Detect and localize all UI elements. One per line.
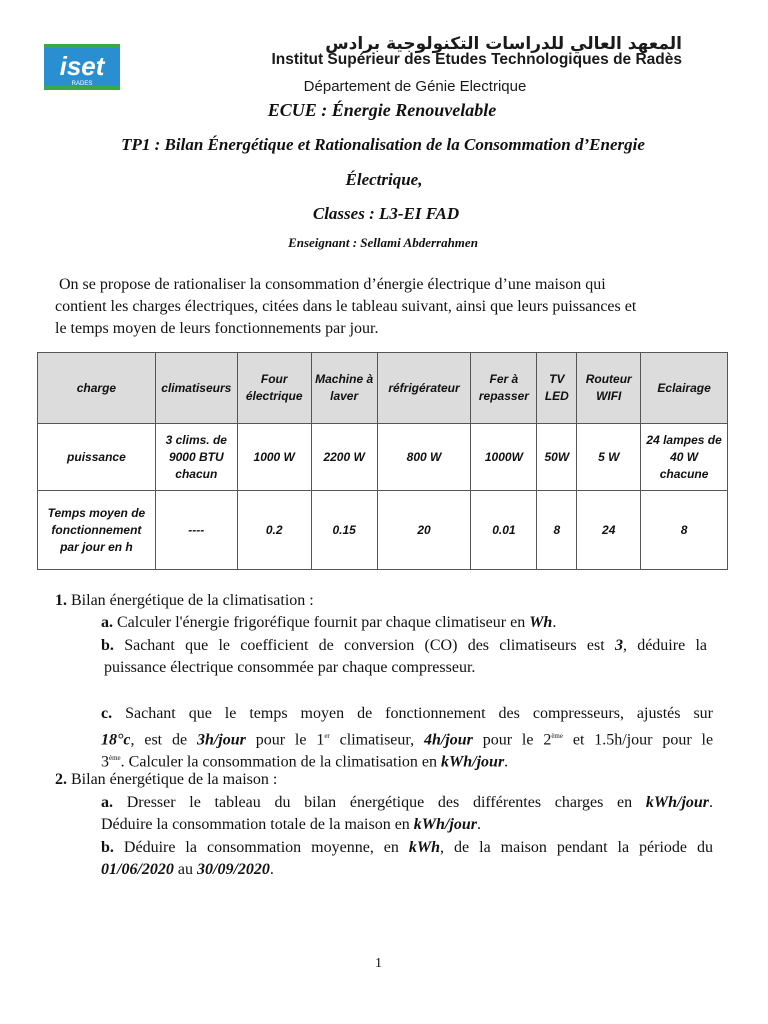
question-1c-line3: 3ème. Calculer la consommation de la climatisation en kWh/jour. — [101, 753, 509, 771]
table-cell: 24 lampes de 40 W chacune — [641, 424, 728, 491]
iset-logo — [44, 44, 120, 90]
question-text: , de la maison pendant la période du — [440, 839, 714, 856]
superscript: er — [324, 732, 330, 740]
question-1b-line1 — [101, 635, 707, 657]
question-number: 1. — [55, 592, 67, 609]
intro-paragraph — [55, 274, 715, 340]
table-cell: 8 — [537, 491, 577, 570]
question-2a-line1: a. Dresser le tableau du bilan énergétique des différentes charges en kWh/jour. — [101, 794, 714, 811]
superscript: ème — [109, 754, 121, 762]
question-text: Dresser le tableau du bilan énergétique des différentes charges en — [126, 794, 633, 811]
table-cell: 5 W — [577, 424, 641, 491]
table-cell: 3 clims. de 9000 BTU chacun — [155, 424, 237, 491]
question-number: 2. — [55, 771, 67, 788]
value-text: 4h/jour — [423, 731, 473, 749]
question-1c-line1 — [101, 703, 713, 725]
question-text: Bilan énergétique de la maison : — [71, 771, 278, 788]
question-text: . Calculer la consommation de la climatisation en — [120, 753, 438, 771]
question-2a-line2: Déduire la consommation totale de la maison en kWh/jour. — [101, 816, 481, 833]
table-cell: Fer à repasser — [471, 353, 537, 424]
value-text: 18°c — [101, 731, 131, 749]
loads-table — [37, 352, 728, 570]
question-label: b. — [101, 839, 114, 856]
question-text: , déduire la — [622, 637, 708, 654]
table-cell: 800 W — [377, 424, 471, 491]
table-cell: 0.2 — [237, 491, 311, 570]
classes-line: Classes : L3-EI FAD — [312, 204, 460, 223]
table-cell: Four électrique — [237, 353, 311, 424]
question-text: , est de — [130, 731, 188, 749]
logo-text: iset — [59, 51, 105, 81]
intro-line: le temps moyen de leurs fonctionnements par jour. — [55, 320, 379, 337]
table-row — [38, 424, 728, 491]
institute-name-arabic: المعهد العالي للدراسات التكنولوجية برادس — [325, 34, 682, 54]
logo-subtext: RADES — [71, 81, 93, 87]
question-label: a. — [101, 614, 113, 631]
table-cell: puissance — [38, 424, 156, 491]
question-text: et 1.5h/jour pour le — [572, 731, 714, 749]
table-cell: 1000 W — [237, 424, 311, 491]
table-cell: ---- — [155, 491, 237, 570]
intro-line: On se propose de rationaliser la consommation d’énergie électrique d’une maison qui — [59, 276, 606, 293]
question-text: au — [177, 861, 193, 878]
question-text: pour le 1 — [255, 731, 325, 749]
question-label: b. — [101, 637, 114, 654]
superscript: ème — [551, 732, 563, 740]
teacher-line: Enseignant : Sellami Abderrahmen — [288, 235, 478, 250]
question-2 — [55, 769, 277, 791]
question-1b-line2 — [104, 657, 475, 679]
table-cell: TV LED — [537, 353, 577, 424]
table-cell: charge — [38, 353, 156, 424]
unit-text: Wh — [529, 614, 553, 631]
question-text: Calculer l'énergie frigoréfique fournit par chaque climatiseur en — [117, 614, 526, 631]
table-cell: réfrigérateur — [377, 353, 471, 424]
question-text: Sachant que le coefficient de conversion (CO) des climatiseurs est — [124, 637, 605, 654]
department-name: Département de Génie Electrique — [303, 78, 527, 95]
question-text: Déduire la consommation moyenne, en — [123, 839, 399, 856]
table-cell: 2200 W — [311, 424, 377, 491]
question-text: Sachant que le temps moyen de fonctionnement des compresseurs, ajustés sur — [125, 705, 714, 722]
date-text: 30/09/2020 — [197, 861, 270, 878]
table-cell: 1000W — [471, 424, 537, 491]
question-label: a. — [101, 794, 113, 811]
question-text: Déduire la consommation totale de la maison en — [101, 816, 410, 833]
unit-text: kWh/jour — [645, 794, 710, 811]
tp-title-line1: TP1 : Bilan Énergétique et Rationalisation de la Consommation d’Energie — [121, 135, 645, 154]
unit-text: kWh — [408, 839, 441, 856]
tp-title-line2: Électrique, — [345, 170, 423, 189]
table-cell: 0.01 — [471, 491, 537, 570]
table-cell: Temps moyen de fonctionnement par jour en h — [38, 491, 156, 570]
table-header-row — [38, 353, 728, 424]
question-2b-line1 — [101, 837, 713, 859]
table-cell: 8 — [641, 491, 728, 570]
value-text: 3 — [614, 637, 623, 654]
table-cell: Eclairage — [641, 353, 728, 424]
question-text: climatiseur, — [339, 731, 415, 749]
question-text: Bilan énergétique de la climatisation : — [71, 592, 314, 609]
intro-line: contient les charges électriques, citées dans le tableau suivant, ainsi que leurs puissances et — [55, 298, 637, 315]
table-cell: Machine à laver — [311, 353, 377, 424]
date-text: 01/06/2020 — [101, 861, 174, 878]
value-text: 3h/jour — [196, 731, 246, 749]
table-cell: Routeur WIFI — [577, 353, 641, 424]
page-number: 1 — [375, 956, 382, 971]
unit-text: kWh/jour — [413, 816, 477, 833]
table-cell: 20 — [377, 491, 471, 570]
institute-name-french: Institut Supérieur des Etudes Technologiques de Radès — [271, 51, 682, 68]
question-1a: a. Calculer l'énergie frigoréfique fournit par chaque climatiseur en Wh. — [101, 614, 557, 631]
question-1 — [55, 590, 314, 612]
question-text: 3 — [101, 753, 109, 771]
question-text: pour le 2 — [482, 731, 552, 749]
question-text: puissance électrique consommée par chaque compresseur. — [104, 659, 476, 676]
table-cell: 24 — [577, 491, 641, 570]
table-cell: climatiseurs — [155, 353, 237, 424]
table-cell: 50W — [537, 424, 577, 491]
course-title: ECUE : Énergie Renouvelable — [267, 100, 497, 120]
table-row — [38, 491, 728, 570]
table-cell: 0.15 — [311, 491, 377, 570]
unit-text: kWh/jour — [441, 753, 505, 771]
question-2b-line2: 01/06/2020 au 30/09/2020. — [101, 861, 274, 878]
question-label: c. — [101, 705, 113, 722]
